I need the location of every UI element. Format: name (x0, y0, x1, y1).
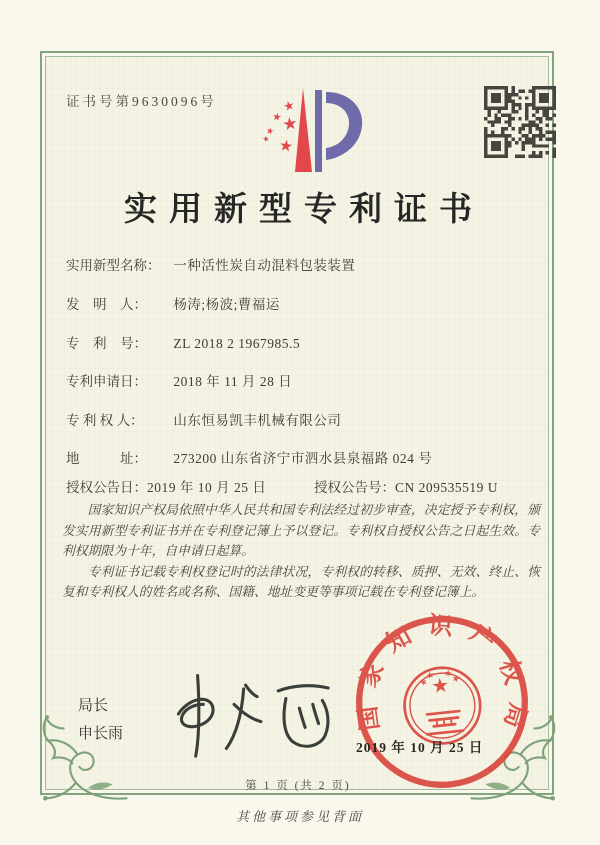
field-label: 地 址： (66, 451, 147, 466)
cnipa-logo-icon (246, 74, 380, 188)
field-value: 2018 年 11 月 28 日 (173, 374, 293, 389)
field-value: 山东恒易凯丰机械有限公司 (173, 413, 342, 428)
page-number: 第 1 页 (共 2 页) (245, 780, 351, 792)
grant-date-label: 授权公告日： (66, 480, 147, 495)
field-value: ZL 2018 2 1967985.5 (173, 336, 301, 351)
field-value: 273200 山东省济宁市泗水县泉福路 024 号 (173, 451, 433, 466)
official-seal (343, 603, 541, 801)
field-address (66, 447, 432, 467)
seal-date: 2019 年 10 月 25 日 (356, 740, 484, 755)
qr-code (484, 86, 556, 158)
field-inventors (66, 293, 280, 313)
back-side-note: 其他事项参见背面 (235, 809, 364, 824)
director-signature (150, 664, 345, 760)
field-patent-number (66, 332, 300, 352)
field-utility-model-name (66, 254, 355, 274)
field-patentee (66, 409, 341, 429)
field-label: 专 利 号： (66, 336, 147, 351)
certificate-title: 实用新型专利证书 (124, 192, 484, 228)
field-grant-row (66, 476, 499, 496)
corner-flourish-icon (34, 711, 130, 807)
field-label: 实用新型名称： (66, 258, 161, 273)
grant-date-value: 2019 年 10 月 25 日 (147, 480, 267, 495)
legal-text (62, 500, 540, 603)
field-label: 专 利 权 人： (66, 413, 144, 428)
grant-number-label: 授权公告号： (314, 480, 395, 495)
legal-paragraph-1: 国家知识产权局依照中华人民共和国专利法经过初步审查，决定授予专利权，颁发实用新型专利证书并在专利登记簿上予以登记。专利权自授权公告之日起生效。专利权期限为十年，自申请日起算。 (62, 503, 540, 558)
field-value: 一种活性炭自动混料包装装置 (173, 258, 356, 273)
director-title: 局长 (78, 698, 109, 714)
field-value: 杨涛;杨波;曹福运 (173, 297, 280, 312)
grant-number-value: CN 209535519 U (395, 480, 499, 495)
legal-paragraph-2: 专利证书记载专利权登记时的法律状况，专利权的转移、质押、无效、终止、恢复和专利权人的姓名或名称、国籍、地址变更等事项记载在专利登记簿上。 (62, 564, 540, 599)
field-label: 专利申请日： (66, 374, 147, 389)
svg-text:国家知识产权局: 国家知识产权局 (352, 611, 532, 746)
director-name: 申长雨 (78, 726, 124, 742)
certificate-number: 证书号第9630096号 (66, 94, 217, 109)
field-label: 发 明 人： (66, 297, 147, 312)
field-filing-date (66, 370, 292, 390)
